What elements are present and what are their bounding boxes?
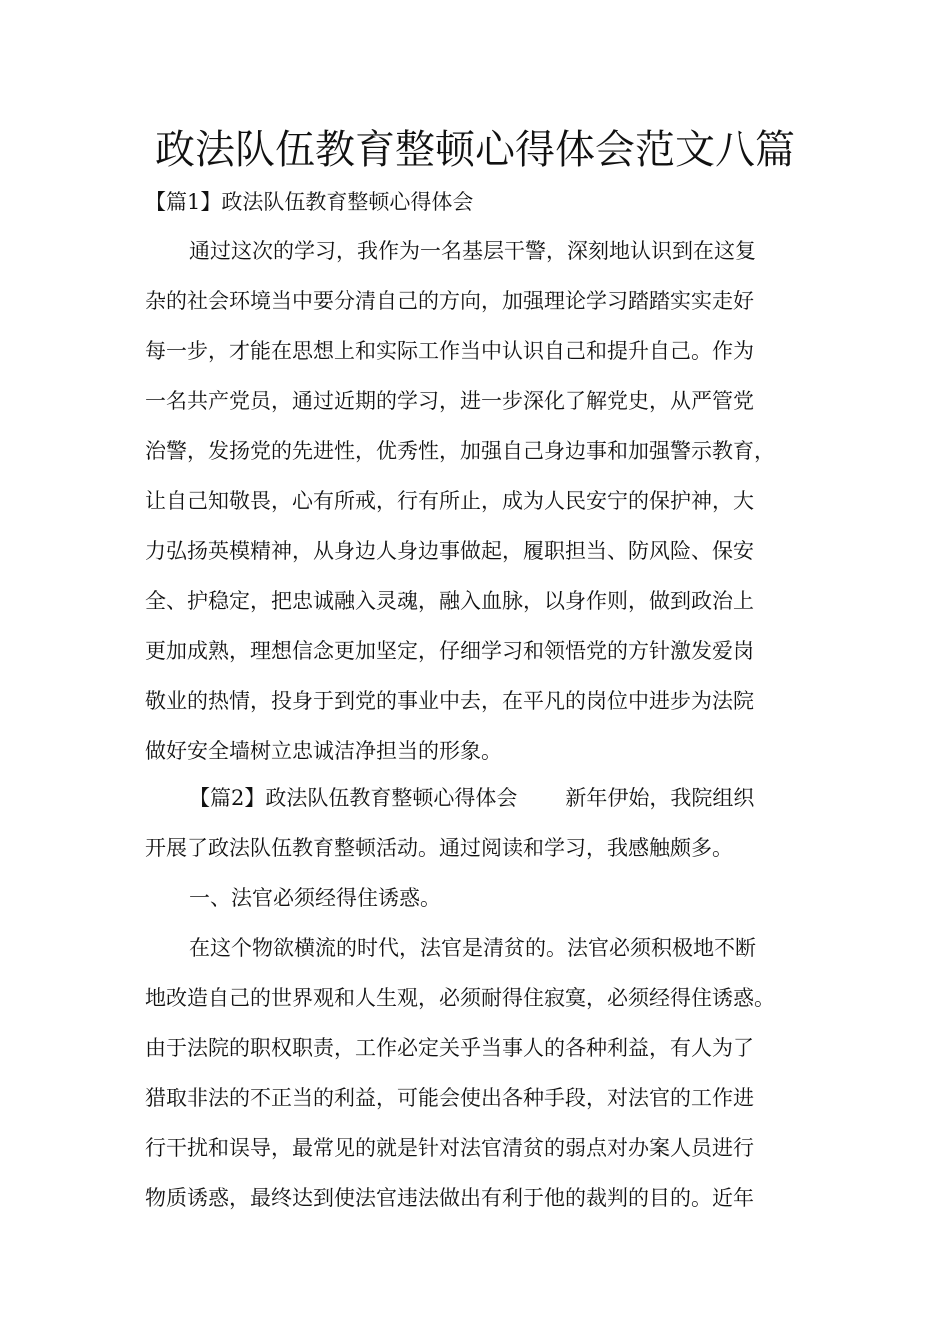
paragraph-line: 敬业的热情，投身于到党的事业中去，在平凡的岗位中进步为法院 xyxy=(145,689,754,713)
paragraph-line: 杂的社会环境当中要分清自己的方向，加强理论学习踏踏实实走好 xyxy=(145,289,754,313)
paragraph-line: 一名共产党员，通过近期的学习，进一步深化了解党史，从严管党 xyxy=(145,389,754,413)
section-2-body xyxy=(145,773,830,1223)
paragraph-line: 在这个物欲横流的时代，法官是清贫的。法官必须积极地不断 xyxy=(189,936,756,960)
paragraph-line: 力弘扬英模精神，从身边人身边事做起，履职担当、防风险、保安 xyxy=(145,539,754,563)
section-2-heading: 【篇2】政法队伍教育整顿心得体会 xyxy=(189,786,518,810)
document-title: 政法队伍教育整顿心得体会范文八篇 xyxy=(155,127,795,173)
paragraph-line: 地改造自己的世界观和人生观，必须耐得住寂寞，必须经得住诱惑。 xyxy=(145,986,775,1010)
paragraph-line: 做好安全墙树立忠诚洁净担当的形象。 xyxy=(145,739,502,763)
section-2-intro-text: 新年伊始，我院组织 xyxy=(565,786,755,810)
paragraph-line: 全、护稳定，把忠诚融入灵魂，融入血脉，以身作则，做到政治上 xyxy=(145,589,754,613)
section-1-body xyxy=(145,226,830,776)
paragraph-line: 通过这次的学习，我作为一名基层干警，深刻地认识到在这复 xyxy=(189,239,756,263)
paragraph-line: 开展了政法队伍教育整顿活动。通过阅读和学习，我感触颇多。 xyxy=(145,836,733,860)
section-2-subheading: 一、法官必须经得住诱惑。 xyxy=(189,886,441,910)
paragraph-line: 行干扰和误导，最常见的就是针对法官清贫的弱点对办案人员进行 xyxy=(145,1136,754,1160)
section-2-intro-line xyxy=(145,773,830,823)
paragraph-line: 更加成熟，理想信念更加坚定，仔细学习和领悟党的方针激发爱岗 xyxy=(145,639,754,663)
paragraph-line: 物质诱惑，最终达到使法官违法做出有利于他的裁判的目的。近年 xyxy=(145,1186,754,1210)
paragraph-line: 让自己知敬畏，心有所戒，行有所止，成为人民安宁的保护神，大 xyxy=(145,489,754,513)
paragraph-line: 由于法院的职权职责，工作必定关乎当事人的各种利益，有人为了 xyxy=(145,1036,754,1060)
paragraph-line: 猎取非法的不正当的利益，可能会使出各种手段，对法官的工作进 xyxy=(145,1086,754,1110)
paragraph-line: 治警，发扬党的先进性，优秀性，加强自己身边事和加强警示教育， xyxy=(145,439,775,463)
section-1-heading: 【篇1】政法队伍教育整顿心得体会 xyxy=(145,190,474,214)
paragraph-line: 每一步，才能在思想上和实际工作当中认识自己和提升自己。作为 xyxy=(145,339,754,363)
